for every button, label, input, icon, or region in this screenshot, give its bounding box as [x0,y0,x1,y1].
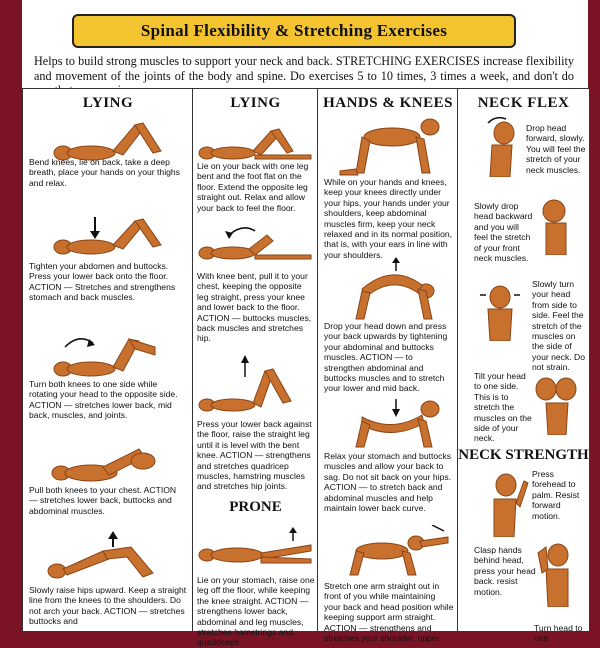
caption-16: Slowly turn your head from side to side. Feel the stretch of the muscles on the side of your neck. Do not strain. [532,279,586,373]
figure-hands-behind-head [532,539,586,607]
figure-back-sag [332,395,450,451]
caption-18: Press forehead to palm. Resist forward motion. [532,469,580,521]
column-hands-knees [317,88,459,644]
figure-arm-reach [332,525,450,579]
figure-prone-leg-lift [197,527,315,567]
caption-13: Stretch one arm straight out in front of you while maintaining your back and head position while keeping support arm straight. ACTION — strengthens and stretches your shoulder, upper [324,581,454,644]
caption-4: Pull both knees to your chest. ACTION — stretches lower back, buttocks and abdominal muscles. [29,485,177,516]
caption-7: With knee bent, pull it to your chest, keeping the opposite leg straight, press your knee and lower back to the floor. ACTION — buttocks muscles, back muscles and stretches hip. [197,271,312,344]
neck-strength-heading: NECK STRENGTH [458,447,589,463]
column-lying-2 [192,88,319,648]
figure-head-turn [476,279,524,341]
prone-heading: PRONE [229,499,282,515]
caption-1: Bend knees, lie on back, take a deep breath, place your hands on your thighs and relax. [29,157,180,188]
figure-back-up [332,257,450,323]
figure-one-leg-bent [197,123,315,163]
figure-knee-rotation [43,325,173,383]
caption-8: Press your lower back against the floor, raise the straight leg until it is level with the bent knee. ACTION — strengthens and stretches quadricep muscles, hamstring muscles and stretches hip joints. [197,419,312,492]
caption-14: Drop head forward, slowly. You will feel the stretch of your neck muscles. [526,123,586,175]
column-heading: HANDS & KNEES [323,95,453,111]
column-lying-1 [22,88,194,631]
caption-3: Turn both knees to one side while rotating your head to the opposite side. ACTION — stretches lower back, mid back, muscles, and joints. [29,379,178,421]
column-neck [457,88,590,644]
poster-sheet [22,0,589,648]
caption-19: Clasp hands behind head, press your head back. resist motion. [474,545,536,597]
caption-17: Tilt your head to one side. This is to stretch the muscles on the side of your neck. [474,371,532,444]
caption-10: While on your hands and knees, keep your knees directly under your hips, your hands under your shoulders, keep abdominal muscles firm, keep your neck relaxed and in its normal position, that is, with your ears in line with your shoulders. [324,177,453,260]
figure-head-backward [532,193,580,255]
page-border [12,0,589,648]
page-title: Spinal Flexibility & Stretching Exercises [72,14,516,48]
caption-5: Slowly raise hips upward. Keep a straight line from the knees to the shoulders. Do not arch your back. ACTION — stretches buttocks and [29,585,187,627]
intro-paragraph: Helps to build strong muscles to support your neck and back. STRETCHING EXERCISES increase flexibility and movement of the joints of the body and spine. Do exercises 5 to 10 times, 3 times a week, and don't do [34,54,574,83]
figure-forehead-press [476,469,530,537]
figure-hands-knees [332,115,450,177]
column-heading: LYING [82,95,134,111]
caption-12: Relax your stomach and buttocks muscles and allow your back to sag. Do not sit back on your hips. ACTION — to stretch back and abdominal muscles and help maintain lower back curve. [324,451,452,514]
figure-knees-to-chest [43,435,173,485]
figure-hip-raise [43,531,173,583]
caption-2: Tighten your abdomen and buttocks. Press your lower back onto the floor. ACTION — Stretches and strengthens stomach and back muscles. [29,261,176,303]
column-heading: NECK FLEX [477,95,570,111]
caption-20: Turn head to one [534,623,583,644]
caption-15: Slowly drop head backward and you will feel the stretch of your front neck muscles. [474,201,533,264]
caption-6: Lie on your back with one leg bent and the foot flat on the floor. Extend the opposite leg straight out. Relax and allow your back to feel the floor. [197,161,309,213]
caption-11: Drop your head down and press your back upwards by tightening your abdominal and buttocks muscles. ACTION — to strengthen abdominal and buttocks muscles and to stretch your lower and mid back. [324,321,448,394]
figure-straight-leg-raise [197,351,315,415]
figure-knee-to-chest [197,221,315,265]
caption-9: Lie on your stomach, raise one leg off the floor, while keeping the knee straight. ACTION — strengthens lower back, abdominal and leg muscles, stretches hamstrings and quadriceps. [197,575,315,648]
figure-head-forward [476,115,524,177]
figure-pelvic-tilt [43,209,173,259]
figure-head-tilt [532,373,582,435]
column-heading: LYING [230,95,281,111]
